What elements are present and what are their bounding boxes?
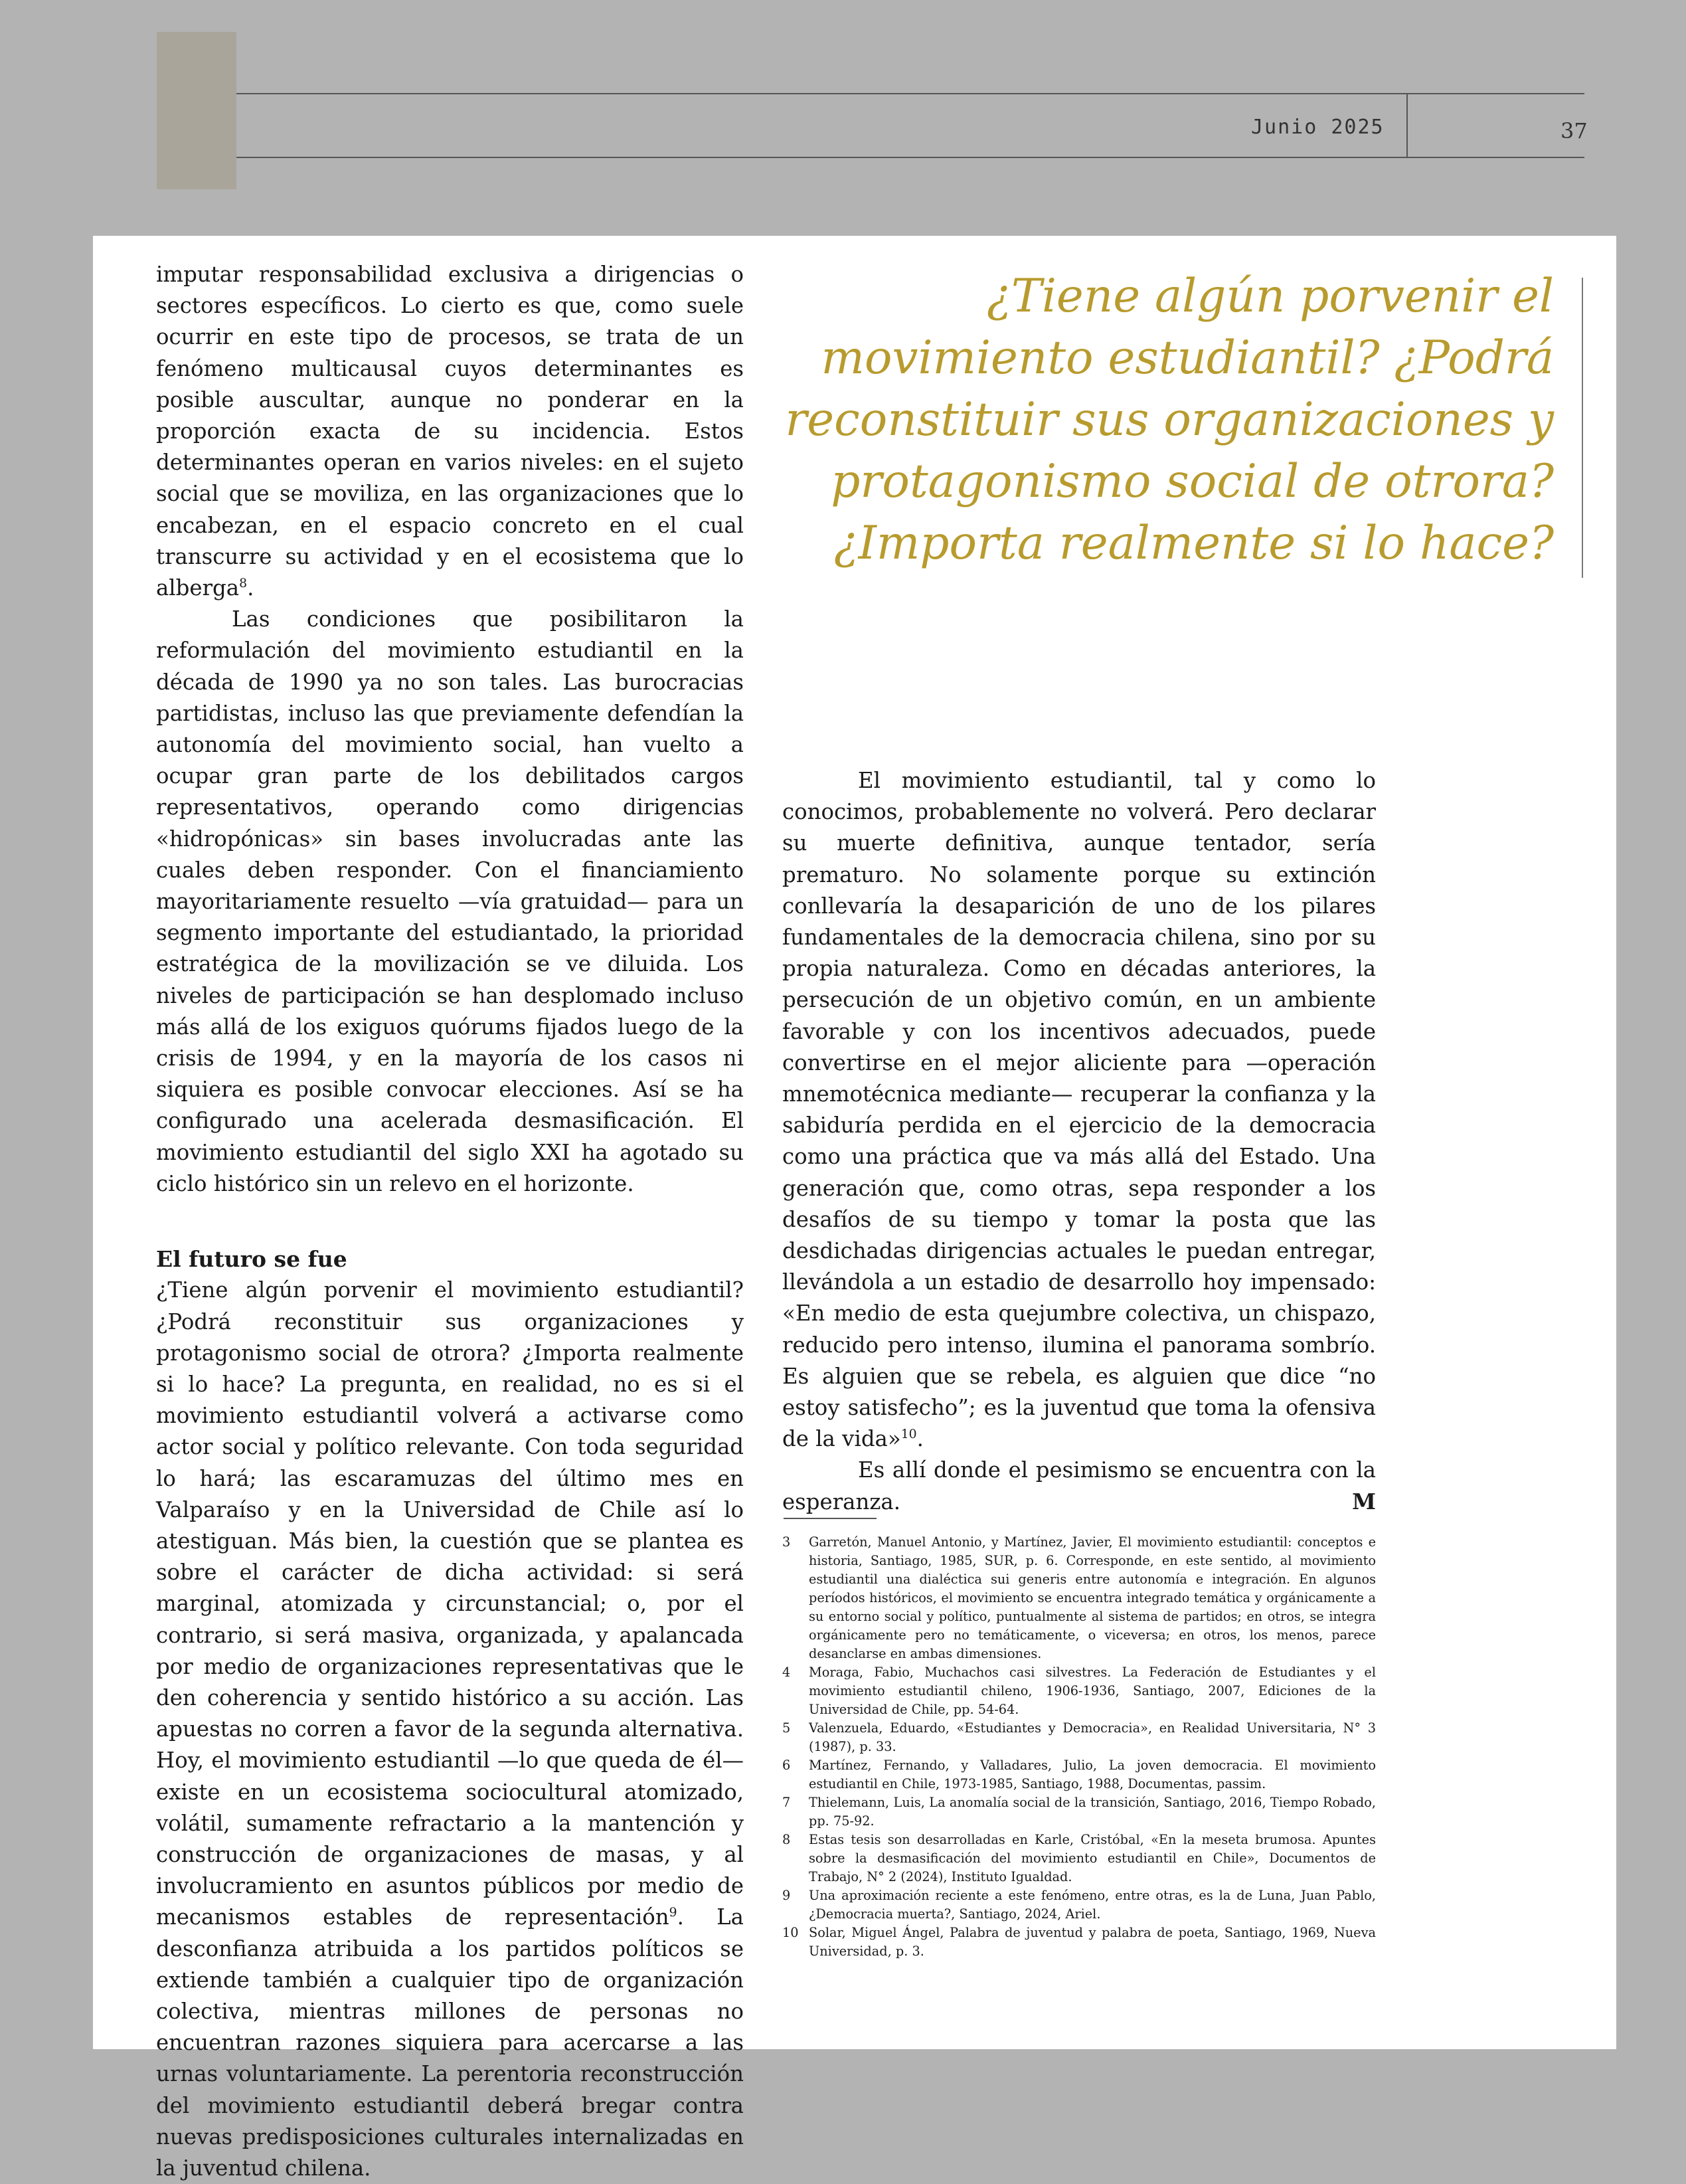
footnote-ref[interactable]: 8 [239,577,248,591]
paragraph: El movimiento estudiantil, tal y como lo conocimos, probablemente no volverá. Pero declarar su muerte definitiva, aunque tentador, sería prematuro. No solamente porque su extinción conllevaría la desaparición de uno de los pilares fundamentales de la democracia chilena, sino por su propia naturaleza. Como en décadas anteriores, la persecución de un objetivo común, en un ambiente favorable y con los incentivos adecuados, puede convertirse en el mejor aliciente para —operación mnemotécnica mediante— recuperar la confianza y la sabiduría perdida en el ejercicio de la democracia como una práctica que va más allá del Estado. Una generación que, como otras, sepa responder a los desafíos de su tiempo y tomar la posta que las desdichadas dirigencias actuales le puedan entregar, llevándola a un estadio de desarrollo hoy impensado: «En medio de esta quejumbre colectiva, un chispazo, reducido pero intenso, ilumina el panorama sombrío. Es alguien que se rebela, es alguien que dice “no estoy satisfecho”; es la juventud que toma la ofensiva de la vida»$^{10}$. [782,768,1376,1452]
color-swatch-tab [157,32,236,189]
footnote-number: 3 [782,1534,791,1550]
header-bottom-rule [236,157,1584,158]
footnote-number: 7 [782,1795,791,1810]
footnotes [782,1533,1376,1961]
header-top-rule [236,93,1584,94]
footnote-rule [784,1518,877,1519]
paragraph: Es allí donde el pesimismo se encuentra con la esperanza. M [782,1455,1376,1517]
end-mark: M [1352,1489,1376,1514]
left-column [156,259,744,2184]
footnote-number: 10 [782,1925,799,1940]
footnote: 9 Una aproximación reciente a este fenómeno, entre otras, es la de Luna, Juan Pablo, ¿Democracia muerta?, Santiago, 2024, Ariel. [782,1888,1376,1922]
footnote: 4 Moraga, Fabio, Muchachos casi silvestres. La Federación de Estudiantes y el movimiento estudiantil chileno, 1906-1936, Santiago, 2007, Ediciones de la Universidad de Chile, pp. 54-64. [782,1665,1376,1717]
footnote-ref[interactable]: 9 [669,1906,677,1920]
paragraph: ¿Tiene algún porvenir el movimiento estudiantil? ¿Podrá reconstituir sus organizaciones y protagonismo social de otrora? ¿Importa realmente si lo hace? La pregunta, en realidad, no es si el movimiento estudiantil volverá a activarse como actor social y político relevante. Con toda seguridad lo hará; las escaramuzas del último mes en Valparaíso y en la Universidad de Chile así lo atestiguan. Más bien, la cuestión que se plantea es sobre el carácter de dicha actividad: si será marginal, atomizada y circunstancial; o, por el contrario, si será masiva, organizada, y apalancada por medio de organizaciones representativas que le den coherencia y sentido histórico a su acción. Las apuestas no corren a favor de la segunda alternativa. Hoy, el movimiento estudiantil —lo que queda de él— existe en un ecosistema sociocultural atomizado, volátil, sumamente refractario a la mantención y construcción de organizaciones de masas, y al involucramiento en asuntos públicos por medio de mecanismos estables de representación$^9$. La desconfianza atribuida a los partidos políticos se extiende también a cualquier tipo de organización colectiva, mientras millones de personas no encuentran razones siquiera para acercarse a las urnas voluntariamente. La perentoria reconstrucción del movimiento estudiantil deberá bregar contra nuevas predisposiciones culturales internalizadas en la juventud chilena. [156,1277,744,2181]
footnote: 5 Valenzuela, Eduardo, «Estudiantes y Democracia», en Realidad Universitaria, N° 3 (1987), p. 33. [782,1720,1376,1754]
issue-date: Junio 2025 [1251,116,1385,139]
paragraph: Las condiciones que posibilitaron la reformulación del movimiento estudiantil en la década de 1990 ya no son tales. Las burocracias partidistas, incluso las que previamente defendían la autonomía del movimiento social, han vuelto a ocupar gran parte de los debilitados cargos representativos, operando como dirigencias «hidropónicas» sin bases involucradas ante las cuales deben responder. Con el financiamiento mayoritariamente resuelto —vía gratuidad— para un segmento importante del estudiantado, la prioridad estratégica de la movilización se ve diluida. Los niveles de participación se han desplomado incluso más allá de los exiguos quórums fijados luego de la crisis de 1994, y en la mayoría de los casos ni siquiera es posible convocar elecciones. Así se ha configurado una acelerada desmasificación. El movimiento estudiantil del siglo XXI ha agotado su ciclo histórico sin un relevo en el horizonte. [156,606,744,1196]
footnote-number: 5 [782,1720,791,1736]
footnote: 8 Estas tesis son desarrolladas en Karle, Cristóbal, «En la meseta brumosa. Apuntes sobre la desmasificación del movimiento estudiantil en Chile», Documentos de Trabajo, N° 2 (2024), Instituto Igualdad. [782,1832,1376,1884]
pull-quote-rule [1582,278,1583,578]
footnote-ref[interactable]: 10 [900,1427,917,1442]
footnote-number: 8 [782,1832,791,1847]
footnote: 7 Thielemann, Luis, La anomalía social de la transición, Santiago, 2016, Tiempo Robado, pp. 75-92. [782,1795,1376,1829]
right-column [782,765,1376,1518]
footnote: 6 Martínez, Fernando, y Valladares, Julio, La joven democracia. El movimiento estudiantil en Chile, 1973-1985, Santiago, 1988, Documentas, passim. [782,1758,1376,1791]
pull-quote: ¿Tiene algún porvenir el movimiento estudiantil? ¿Podrá reconstituir sus organizaciones y protagonismo social de otrora? ¿Importa realmente si lo hace? [785,270,1554,570]
section-heading: El futuro se fue [156,1246,347,1273]
footnote-number: 4 [782,1665,791,1680]
paragraph: imputar responsabilidad exclusiva a dirigencias o sectores específicos. Lo cierto es que, como suele ocurrir en este tipo de procesos, se trata de un fenómeno multicausal cuyos determinantes es posible auscultar, aunque no ponderar en la proporción exacta de su incidencia. Estos determinantes operan en varios niveles: en el sujeto social que se moviliza, en las organizaciones que lo encabezan, en el espacio concreto en el cual transcurre su actividad y en el ecosistema que lo alberga$^8$. [156,262,744,601]
header-divider [1406,93,1408,158]
footnote-number: 9 [782,1888,791,1903]
footnote-number: 6 [782,1758,791,1773]
page-number: 37 [1560,118,1588,143]
footnote: 10 Solar, Miguel Ángel, Palabra de juventud y palabra de poeta, Santiago, 1969, Nueva Universidad, p. 3. [782,1925,1376,1959]
footnote: 3 Garretón, Manuel Antonio, y Martínez, Javier, El movimiento estudiantil: conceptos e historia, Santiago, 1985, SUR, p. 6. Corresponde, en este sentido, al movimiento estudiantil una dialéctica sui generis entre autonomía e integración. En algunos períodos históricos, el movimiento se encuentra integrado temática y orgánicamente a su entorno social y político, puntualmente al sistema de partidos; en otros, se integra orgánicamente pero no temáticamente, o viceversa; en otros, los menos, parece desanclarse en ambas dimensiones. [782,1534,1376,1661]
